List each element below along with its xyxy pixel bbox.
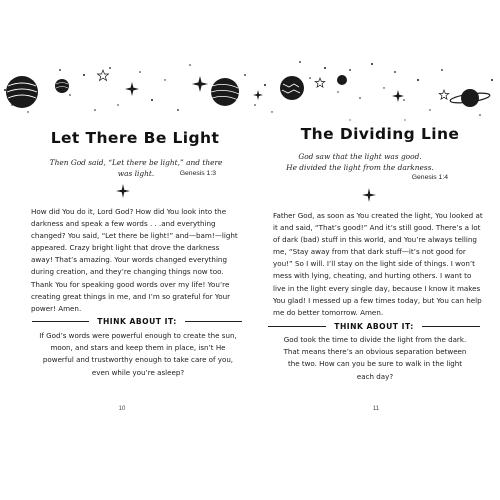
- devotion-prayer: Father God, as soon as You created the light, You looked at it and said, “That’s good!” And it’s still good. There’s a lot of dark (bad) stuff in this world, and You’re always telling me, “Stay away from that dark stuff—it’s not good for you!” So I will. I’ll stay on the light side of things. I won’t mess with lying, cheating, and hurting others. I want to live in the light every single day, because I know it makes You glad! I messed up a few times today, but You can help me do better tomorrow. Amen.: [273, 211, 483, 317]
- scripture-reference: Genesis 1:3: [179, 170, 216, 177]
- page-number: 11: [372, 406, 380, 412]
- divider-line: [32, 321, 89, 322]
- devotion-title: Let There Be Light: [50, 129, 220, 147]
- think-about-it-text: God took the time to divide the light from the dark. That means there’s an obvious separation between the two. How can you be sure to walk in the light each day?: [283, 335, 467, 381]
- scripture-verse-line: God saw that the light was good.: [298, 152, 422, 161]
- scripture-verse-line: He divided the light from the darkness.: [286, 162, 434, 172]
- think-about-it-label: THINK ABOUT IT:: [97, 317, 177, 326]
- devotion-prayer: How did You do it, Lord God? How did You look into the darkness and speak a few words . . .and everything changed? You said, “Let there be light!” and—bam!—light appeared. Crazy bright light that drove the darkness away! That’s amazing. Your words changed everything during creation, and they’re changing things now too. Thank You for speaking good words over my life! You’re creating great things in me, and I’m so grateful for Your power! Amen.: [31, 207, 238, 313]
- right-page: [250, 0, 500, 500]
- scripture-verse: Then God said, “Let there be light,” and there was light.: [49, 158, 223, 178]
- sparkle-divider-icon: [362, 188, 376, 202]
- sparkle-divider-icon: [116, 184, 130, 198]
- think-about-it-text: If God’s words were powerful enough to create the sun, moon, and stars and keep them in place, isn’t He powerful and trustworthy enough to take care of you, even while you’re asleep?: [39, 331, 237, 377]
- divider-line: [185, 321, 242, 322]
- devotion-title: The Dividing Line: [300, 125, 460, 143]
- think-about-it-label: THINK ABOUT IT:: [334, 322, 414, 331]
- think-about-it-heading: [32, 317, 242, 326]
- divider-line: [422, 326, 480, 327]
- divider-line: [268, 326, 326, 327]
- scripture-reference: Genesis 1:4: [411, 174, 448, 181]
- think-about-it-heading: [268, 322, 480, 331]
- scripture-verse: [272, 152, 448, 173]
- page-number: 10: [118, 406, 126, 412]
